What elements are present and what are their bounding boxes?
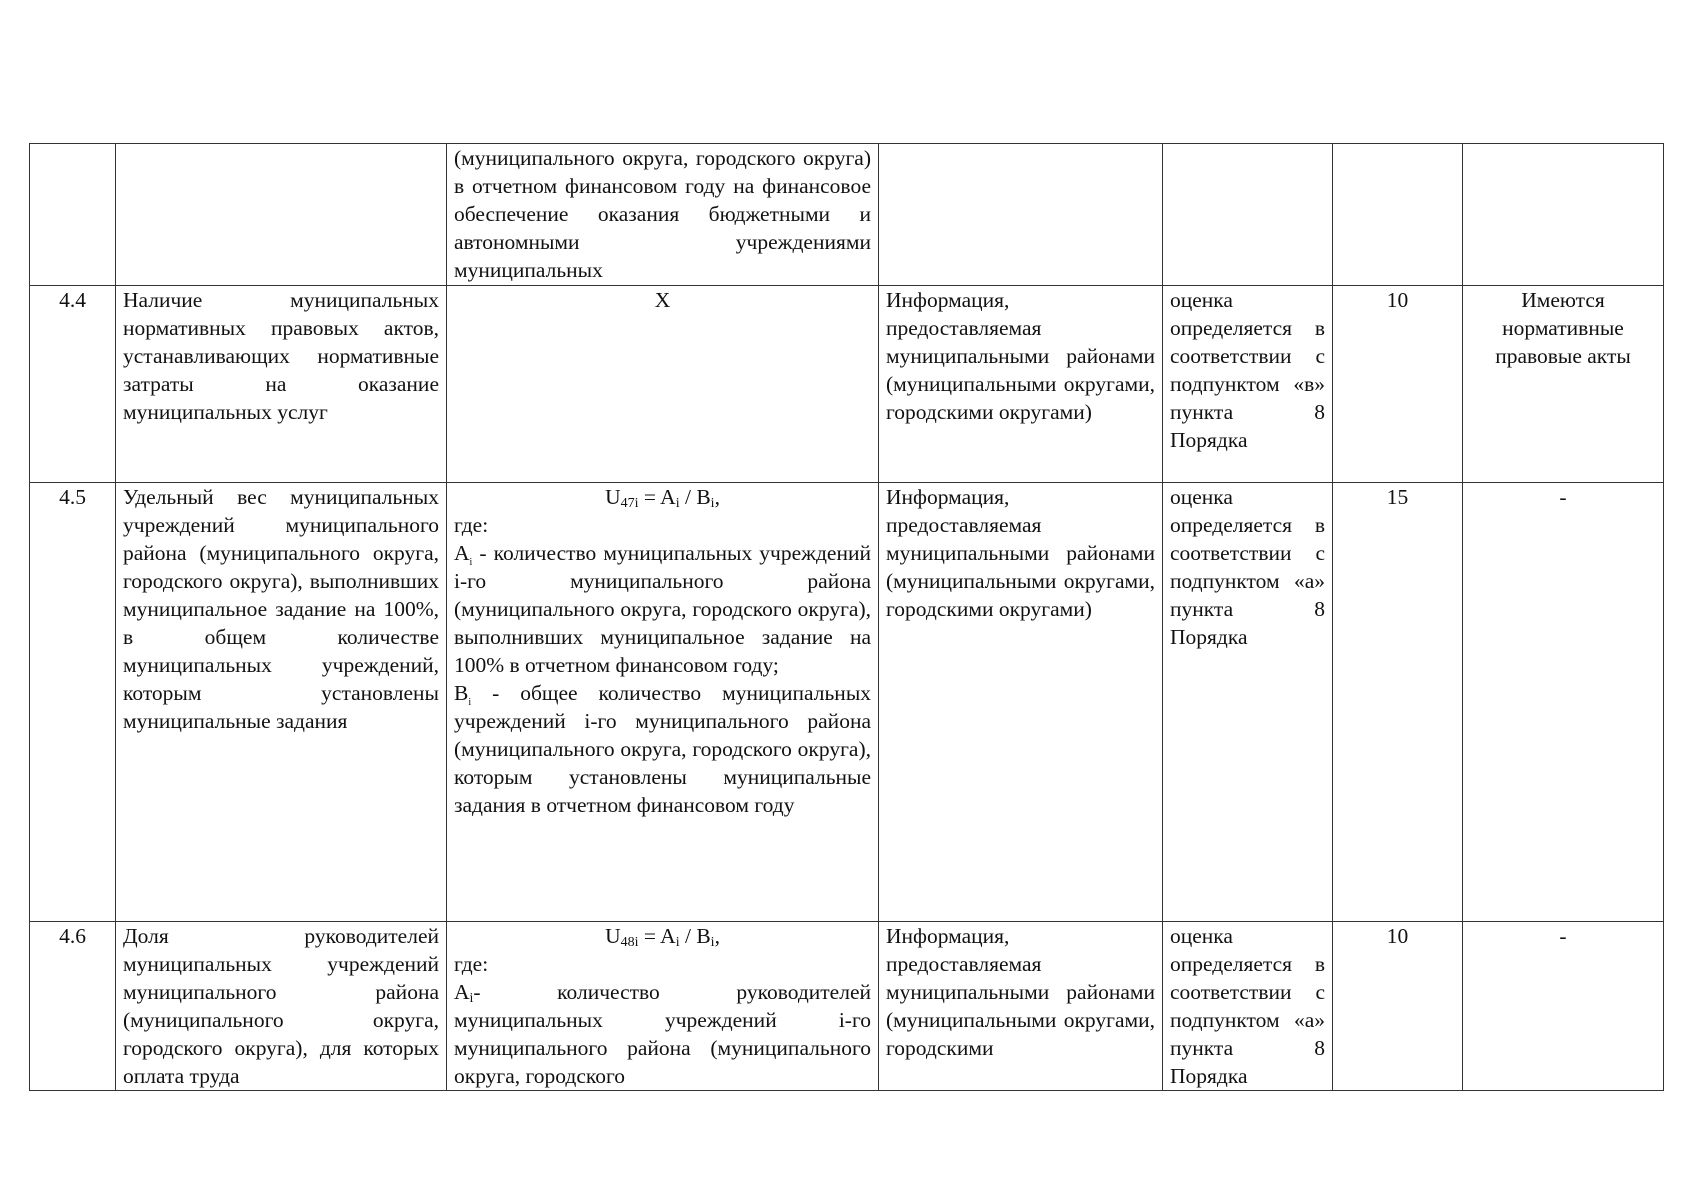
indicator-name (116, 144, 447, 286)
formula-definition-a: $A_i$ - количество муниципальных учреждений i-го муниципального района (муниципального округа, городского округа), выполнивших муниципальное задание на 100% в отчетном финансовом году; (454, 541, 871, 677)
note-cell (1463, 144, 1664, 286)
note-cell: - (1463, 922, 1664, 1091)
formula-definition-a: $A_i-$ количество руководителей муниципальных учреждений i-го муниципального района (муниципального округа, городского (454, 980, 871, 1088)
row-number (30, 144, 116, 286)
table-row (30, 286, 1664, 483)
formula-equation: $U_{47i} = A_i / B_i$, (605, 485, 720, 511)
row-number: 4.5 (30, 483, 116, 922)
method-cell: оценка определяется в соответствии с подпунктом «в» пункта 8 Порядка (1163, 286, 1333, 483)
indicator-name: Доля руководителей муниципальных учреждений муниципального района (муниципального округа, городского округа), для которых оплата труда (116, 922, 447, 1091)
formula-cell (447, 144, 879, 286)
note-cell: Имеются нормативные правовые акты (1463, 286, 1664, 483)
indicators-table (29, 143, 1664, 1091)
formula-cell (447, 922, 879, 1091)
indicator-name: Удельный вес муниципальных учреждений муниципального района (муниципального округа, городского округа), выполнивших муниципальное задание на 100%, в общем количестве муниципальных учреждений, которым установлены муниципальные задания (116, 483, 447, 922)
method-cell (1163, 144, 1333, 286)
weight-cell: 15 (1333, 483, 1463, 922)
source-cell: Информация, предоставляемая муниципальными районами (муниципальными округами, городскими округами) (879, 483, 1163, 922)
source-cell (879, 144, 1163, 286)
formula-equation: $U_{48i} = A_i / B_i$, (605, 924, 720, 950)
table-row (30, 144, 1664, 286)
note-cell: - (1463, 483, 1664, 922)
row-number: 4.4 (30, 286, 116, 483)
table-row (30, 922, 1664, 1091)
formula-cell (447, 286, 879, 483)
formula-where: где: (454, 513, 489, 537)
weight-cell (1333, 144, 1463, 286)
formula-text: X (654, 288, 671, 312)
weight-cell: 10 (1333, 922, 1463, 1091)
formula-where: где: (454, 952, 489, 976)
row-number: 4.6 (30, 922, 116, 1091)
source-cell: Информация, предоставляемая муниципальными районами (муниципальными округами, городскими (879, 922, 1163, 1091)
table-row (30, 483, 1664, 922)
indicator-name: Наличие муниципальных нормативных правовых актов, устанавливающих нормативные затраты на оказание муниципальных услуг (116, 286, 447, 483)
weight-cell: 10 (1333, 286, 1463, 483)
formula-cell (447, 483, 879, 922)
formula-definition-b: $B_i$ - общее количество муниципальных учреждений i-го муниципального района (муниципального округа, городского округа), которым установлены муниципальные задания в отчетном финансовом году (454, 681, 872, 817)
method-cell: оценка определяется в соответствии с подпунктом «а» пункта 8 Порядка (1163, 922, 1333, 1091)
formula-text: (муниципального округа, городского округа) в отчетном финансовом году на финансовое обеспечение оказания бюджетными и автономными учреждениями муниципальных (454, 146, 871, 282)
method-cell: оценка определяется в соответствии с подпунктом «а» пункта 8 Порядка (1163, 483, 1333, 922)
source-cell: Информация, предоставляемая муниципальными районами (муниципальными округами, городскими округами) (879, 286, 1163, 483)
